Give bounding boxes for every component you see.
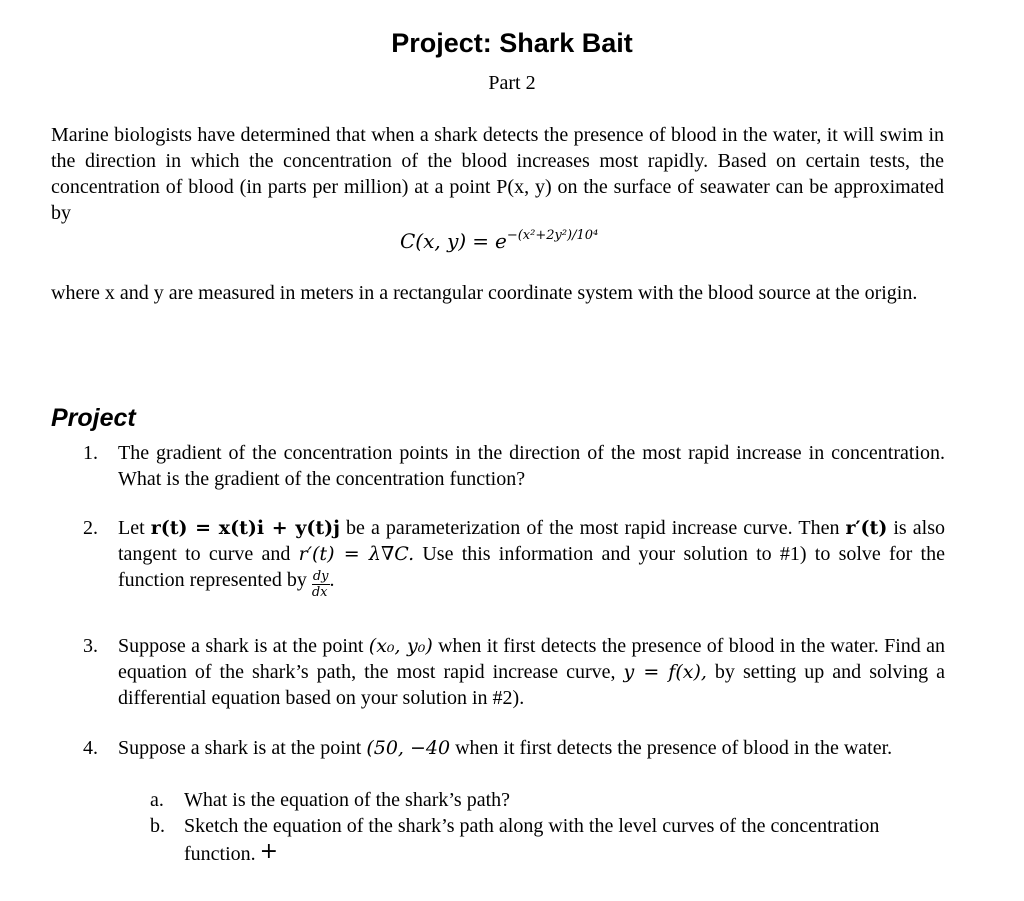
item-text (118, 515, 945, 600)
dy-dx-fraction (312, 569, 330, 600)
item-text: The gradient of the concentration points in the direction of the most rapid increase in concentration. What is the gradient of the concentration function? (118, 442, 945, 490)
crosshair-cursor-icon: + (259, 839, 279, 864)
item-text (118, 633, 945, 711)
sub-item-text-content: Sketch the equation of the shark’s path along with the level curves of the concentration function. (184, 815, 880, 865)
item-text-part: Suppose a shark is at the point (118, 737, 367, 759)
item-text-part: Use this information and your solution to #1) to solve for the function represented by (118, 543, 945, 591)
tangent-vector-expr: r′(t) (845, 517, 888, 539)
item-number: 3. (83, 635, 98, 657)
formula-exponent: −(x²+2y²)/10⁴ (506, 228, 599, 243)
item-text-part: when it first detects the presence of blood in the water. (450, 737, 893, 759)
formula-equals: = (472, 229, 489, 253)
sub-item-text: What is the equation of the shark’s path? (184, 789, 511, 811)
position-vector-expr: r(t) = x(t)i + y(t)j (150, 517, 340, 539)
fraction-numerator: dy (312, 569, 329, 584)
section-title: Project (51, 404, 136, 432)
sub-item-label: a. (150, 789, 164, 811)
gradient-relation-expr: r′(t) = λ∇C. (298, 543, 415, 565)
item-number: 1. (83, 442, 98, 464)
sub-item-a (150, 787, 945, 813)
item-text-part: is also tangent to curve and (118, 517, 945, 565)
item-text-part: by setting up and solving a differential equation based on your solution in #2). (118, 661, 945, 709)
list-item-4 (83, 735, 945, 761)
initial-point-expr: (x₀, y₀) (368, 635, 433, 657)
concentration-formula (400, 228, 598, 253)
path-function-expr: y = f(x), (623, 661, 707, 683)
sub-item-text (184, 813, 945, 867)
where-paragraph: where x and y are measured in meters in a rectangular coordinate system with the blood source at the origin. (51, 282, 918, 304)
shark-point-expr: (50, −40 (366, 737, 451, 759)
formula-lhs: C(x, y) (400, 229, 467, 253)
sub-item-label: b. (150, 815, 165, 837)
sub-item-b (150, 813, 945, 867)
item-text (118, 735, 945, 761)
list-item-3 (83, 633, 945, 711)
item-text-part: be a parameterization of the most rapid increase curve. Then (340, 517, 846, 539)
list-item-1 (83, 440, 945, 492)
item-text-part: Let (118, 517, 151, 539)
item-text-part: . (329, 569, 335, 591)
item-text-part: when it first detects the presence of blood in the water. Find an equation of the shark’s path, the most rapid increase curve, (118, 635, 946, 683)
intro-paragraph: Marine biologists have determined that when a shark detects the presence of blood in the water, it will swim in the direction in which the concentration of the blood increases most rapidly. Based on certain tests, the concentration of blood (in parts per million) at a point P(x, y) on the surface of seawater can be approximated by (51, 124, 944, 224)
item-number: 2. (83, 517, 98, 539)
fraction-denominator: dx (311, 585, 328, 600)
page-subtitle: Part 2 (488, 72, 536, 94)
list-item-2 (83, 515, 945, 600)
formula-base: e (494, 229, 507, 253)
item-number: 4. (83, 737, 98, 759)
item-text-part: Suppose a shark is at the point (118, 635, 369, 657)
page-title: Project: Shark Bait (391, 28, 633, 58)
